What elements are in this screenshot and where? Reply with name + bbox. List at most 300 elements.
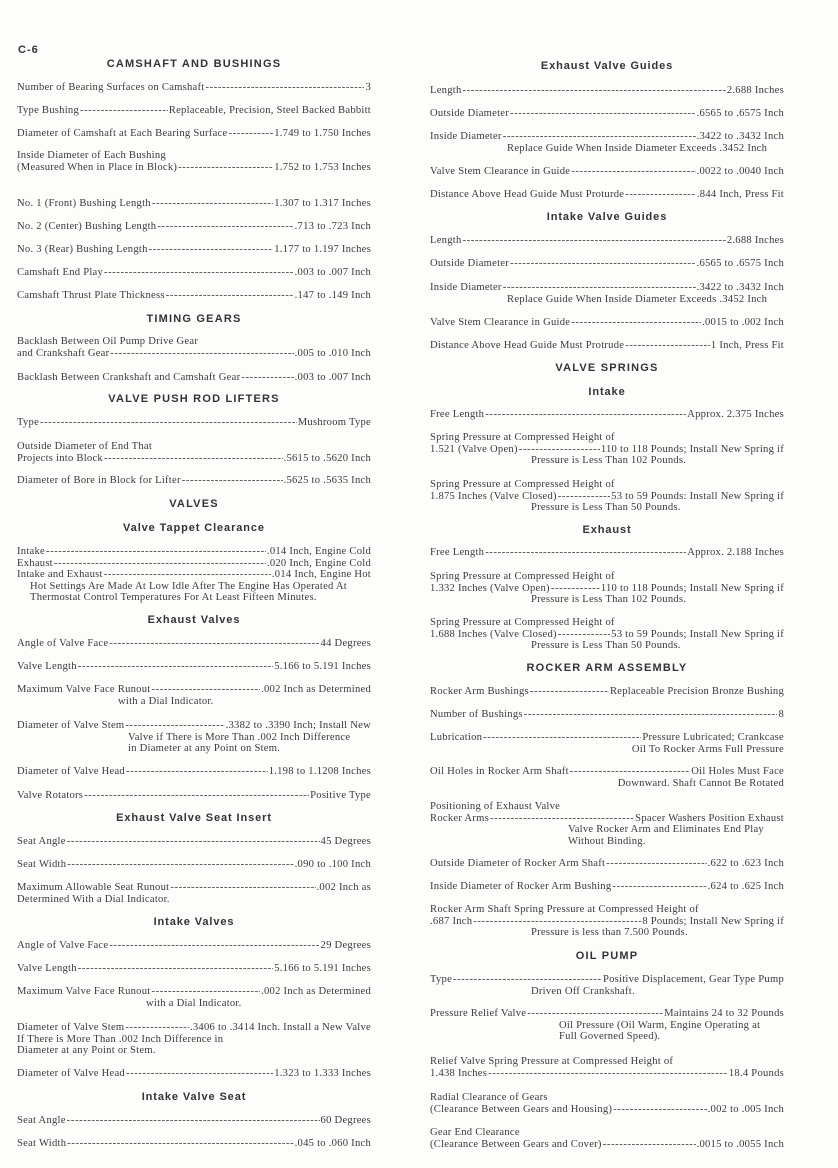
leader-dashes: [104, 453, 283, 465]
spec-value-continued: Replace Guide When Inside Diameter Exceeds .3452 Inch: [507, 142, 768, 154]
spec-label: No. 2 (Center) Bushing Length: [17, 221, 157, 233]
spec-label-line: Outside Diameter of End That: [17, 441, 153, 453]
spec-item: [17, 569, 371, 604]
spec-value: Replaceable Precision Bronze Bushing: [609, 686, 784, 698]
spec-item: [17, 986, 371, 1009]
spec-row: [430, 491, 784, 503]
spec-value: .6565 to .6575 Inch: [696, 258, 784, 270]
leader-dashes: [571, 317, 701, 329]
spec-label: Backlash Between Crankshaft and Camshaft Gear: [17, 372, 241, 384]
spec-row: [430, 444, 784, 456]
spec-label: (Measured When in Place in Block): [17, 161, 178, 173]
spec-value: .5615 to .5620 Inch: [283, 452, 371, 464]
leader-dashes: [46, 546, 266, 558]
section-heading: [17, 615, 371, 627]
spec-item: [430, 801, 784, 847]
spec-row: [430, 1068, 784, 1080]
leader-dashes: [503, 131, 696, 143]
page-number: C-6: [18, 44, 39, 56]
spec-value: Replaceable, Precision, Steel Backed Babbitt: [168, 105, 371, 117]
spec-label: Maximum Valve Face Runout: [17, 684, 151, 696]
spec-label: Outside Diameter: [430, 108, 510, 120]
spec-item: [17, 372, 371, 384]
spec-row: [17, 963, 371, 975]
spec-item: [17, 963, 371, 975]
spec-value: .003 to .007 Inch: [294, 372, 371, 384]
leader-dashes: [67, 1115, 320, 1127]
spec-label: Pressure Relief Valve: [430, 1008, 527, 1020]
spec-label: 1.332 Inches (Valve Open): [430, 582, 550, 594]
leader-dashes: [571, 166, 695, 178]
spec-item: [17, 684, 371, 707]
spec-value: Oil Holes Must Face: [691, 766, 784, 778]
spec-value: 3: [365, 82, 371, 94]
leader-dashes: [67, 836, 320, 848]
leader-dashes: [166, 290, 294, 302]
leader-dashes: [453, 974, 602, 986]
spec-label: Seat Angle: [17, 836, 66, 848]
spec-label: .687 Inch: [430, 915, 473, 927]
leader-dashes: [519, 444, 600, 456]
spec-label-line: Inside Diameter of Each Bushing: [17, 150, 166, 162]
leader-dashes: [110, 348, 293, 360]
spec-value-continued: Driven Off Crankshaft.: [531, 985, 635, 997]
leader-dashes: [625, 189, 696, 201]
section-title: TIMING GEARS: [146, 313, 242, 326]
section-title: ROCKER ARM ASSEMBLY: [526, 662, 688, 675]
leader-dashes: [40, 417, 297, 429]
spec-value-continued: Without Binding.: [568, 835, 646, 847]
spec-label: Inside Diameter: [430, 131, 502, 143]
spec-label: Inside Diameter of Rocker Arm Bushing: [430, 881, 612, 893]
spec-item: [17, 290, 371, 302]
leader-dashes: [78, 963, 273, 975]
spec-item: [17, 940, 371, 952]
leader-dashes: [151, 684, 260, 696]
spec-item: [17, 638, 371, 650]
spec-row: [17, 198, 371, 210]
spec-row: [430, 131, 784, 143]
spec-value: 2.688 Inches: [726, 235, 784, 247]
spec-value: 1.198 to 1.1208 Inches: [268, 766, 371, 778]
leader-dashes: [625, 340, 710, 352]
spec-item: [430, 409, 784, 421]
spec-item: [17, 1115, 371, 1127]
spec-value: .6565 to .6575 Inch: [696, 108, 784, 120]
leader-dashes: [612, 881, 706, 893]
spec-label: Distance Above Head Guide Must Proturde: [430, 189, 625, 201]
spec-label-line: Spring Pressure at Compressed Height of: [430, 432, 615, 444]
leader-dashes: [241, 372, 293, 384]
spec-item: [17, 82, 371, 94]
spec-row: [17, 453, 371, 465]
spec-item: [430, 432, 784, 467]
spec-row: [430, 916, 784, 928]
spec-row: [17, 417, 371, 429]
spec-item: [430, 108, 784, 120]
spec-row: [17, 546, 371, 558]
spec-row: [430, 409, 784, 421]
section-heading: [430, 363, 784, 375]
spec-row: [430, 766, 784, 778]
spec-item: [430, 85, 784, 97]
spec-row: [17, 1138, 371, 1150]
spec-row: [17, 882, 371, 894]
leader-dashes: [149, 244, 274, 256]
spec-label-line: Spring Pressure at Compressed Height of: [430, 617, 615, 629]
spec-label-line: Backlash Between Oil Pump Drive Gear: [17, 336, 199, 348]
spec-value: Maintains 24 to 32 Pounds: [664, 1008, 784, 1020]
leader-dashes: [228, 128, 273, 140]
spec-row: [430, 1008, 784, 1020]
section-title: OIL PUMP: [575, 950, 639, 963]
section-heading: [17, 59, 371, 71]
spec-value-continued: Hot Settings Are Made At Low Idle After The Engine Has Operated At: [30, 580, 347, 592]
spec-label: (Clearance Between Gears and Housing): [430, 1103, 613, 1115]
spec-label-line: Spring Pressure at Compressed Height of: [430, 571, 615, 583]
spec-value: .003 to .007 Inch: [294, 267, 371, 279]
section-title: VALVE SPRINGS: [555, 362, 659, 375]
spec-row: [430, 858, 784, 870]
subsection-title: Valve Tappet Clearance: [123, 522, 265, 535]
spec-item: [430, 1092, 784, 1115]
spec-label: Distance Above Head Guide Must Protrude: [430, 340, 625, 352]
spec-value: 45 Degrees: [320, 836, 371, 848]
spec-item: [17, 1138, 371, 1150]
spec-row: [430, 629, 784, 641]
spec-label: Rocker Arms: [430, 812, 489, 824]
leader-dashes: [67, 859, 293, 871]
spec-row: [17, 986, 371, 998]
spec-value-continued: Valve Rocker Arm and Eliminates End Play: [568, 824, 764, 836]
spec-item: [430, 1008, 784, 1043]
spec-row: [17, 244, 371, 256]
spec-row: [430, 282, 784, 294]
section-heading: [17, 394, 371, 406]
spec-row: [17, 128, 371, 140]
spec-label: Valve Rotators: [17, 790, 84, 802]
spec-value: 110 to 118 Pounds; Install New Spring if: [600, 582, 784, 594]
spec-row: [17, 684, 371, 696]
spec-value: .0015 to .0055 Inch: [696, 1138, 784, 1150]
section-title: VALVES: [169, 498, 219, 511]
spec-value-continued: Thermostat Control Temperatures For At Least Fifteen Minutes.: [30, 592, 317, 604]
spec-label: Valve Length: [17, 661, 77, 673]
spec-row: [17, 290, 371, 302]
spec-value: 1.307 to 1.317 Inches: [274, 198, 371, 210]
spec-value: 53 to 59 Pounds: Install New Spring if: [611, 490, 784, 502]
spec-row: [430, 974, 784, 986]
spec-label: Maximum Valve Face Runout: [17, 986, 151, 998]
spec-label: Lubrication: [430, 732, 483, 744]
spec-label: No. 3 (Rear) Bushing Length: [17, 244, 148, 256]
spec-item: [17, 221, 371, 233]
spec-value-continued: Pressure is Less Than 102 Pounds.: [531, 594, 687, 606]
leader-dashes: [126, 1068, 273, 1080]
subsection-title: Exhaust Valve Guides: [540, 60, 674, 73]
spec-row: [17, 475, 371, 487]
spec-label: Angle of Valve Face: [17, 940, 109, 952]
section-heading: [430, 387, 784, 399]
spec-value: 1.323 to 1.333 Inches: [274, 1068, 371, 1080]
spec-value: .622 to .623 Inch: [707, 858, 784, 870]
section-heading: [430, 663, 784, 675]
spec-item: [430, 479, 784, 514]
spec-value: .090 to .100 Inch: [294, 859, 371, 871]
spec-row: [430, 340, 784, 352]
spec-label: Outside Diameter of Rocker Arm Shaft: [430, 858, 606, 870]
spec-item: [430, 617, 784, 652]
leader-dashes: [570, 766, 690, 778]
leader-dashes: [152, 198, 273, 210]
spec-value-continued: Diameter at any Point or Stem.: [17, 1045, 156, 1057]
spec-item: [17, 441, 371, 464]
spec-label-line: Gear End Clearance: [430, 1127, 520, 1139]
spec-item: [430, 1056, 784, 1079]
leader-dashes: [527, 1008, 663, 1020]
spec-item: [430, 709, 784, 721]
spec-row: [430, 108, 784, 120]
section-heading: [17, 499, 371, 511]
section-heading: [430, 951, 784, 963]
spec-value: .844 Inch, Press Fit: [696, 189, 784, 201]
spec-value: .3422 to .3432 Inch: [696, 282, 784, 294]
spec-row: [17, 162, 371, 174]
leader-dashes: [463, 235, 726, 247]
spec-value: 60 Degrees: [320, 1115, 371, 1127]
spec-item: [430, 974, 784, 997]
leader-dashes: [80, 105, 168, 117]
spec-value-continued: with a Dial Indicator.: [118, 695, 214, 707]
spec-item: [17, 244, 371, 256]
spec-value-continued: Pressure is Less Than 50 Pounds.: [531, 640, 681, 652]
spec-row: [430, 732, 784, 744]
spec-item: [17, 1068, 371, 1080]
spec-item: [430, 904, 784, 939]
spec-item: [430, 258, 784, 270]
section-heading: [17, 314, 371, 326]
subsection-title: Exhaust Valve Seat Insert: [116, 812, 272, 825]
section-heading: [430, 61, 784, 73]
spec-label: (Clearance Between Gears and Cover): [430, 1138, 602, 1150]
leader-dashes: [510, 108, 696, 120]
spec-item: [430, 571, 784, 606]
leader-dashes: [510, 258, 696, 270]
spec-item: [430, 732, 784, 755]
spec-item: [430, 1127, 784, 1150]
spec-label: Diameter of Valve Head: [17, 1068, 125, 1080]
leader-dashes: [473, 916, 641, 928]
spec-item: [17, 417, 371, 429]
subsection-title: Exhaust: [582, 524, 632, 537]
spec-value-continued: Pressure is less than 7.500 Pounds.: [531, 927, 688, 939]
spec-row: [430, 813, 784, 825]
section-heading: [17, 813, 371, 825]
spec-value: 18.4 Pounds: [728, 1067, 784, 1079]
spec-value: Spacer Washers Position Exhaust: [635, 812, 784, 824]
spec-item: [430, 766, 784, 789]
spec-value: 5.166 to 5.191 Inches: [274, 661, 371, 673]
spec-row: [430, 189, 784, 201]
leader-dashes: [170, 882, 315, 894]
spec-value: Positive Type: [310, 790, 371, 802]
leader-dashes: [205, 82, 364, 94]
leader-dashes: [503, 282, 696, 294]
leader-dashes: [606, 858, 706, 870]
spec-value-continued: Oil Pressure (Oil Warm, Engine Operating at: [559, 1019, 761, 1031]
spec-value: .5625 to .5635 Inch: [283, 475, 371, 487]
leader-dashes: [483, 732, 641, 744]
spec-label-line: Rocker Arm Shaft Spring Pressure at Compressed Height of: [430, 904, 699, 916]
spec-value: 8 Pounds; Install New Spring if: [642, 915, 784, 927]
leader-dashes: [485, 409, 686, 421]
spec-row: [430, 686, 784, 698]
spec-value: 1.749 to 1.750 Inches: [274, 128, 371, 140]
leader-dashes: [84, 790, 309, 802]
spec-item: [17, 150, 371, 173]
spec-value: .014 Inch, Engine Hot: [271, 569, 371, 581]
spec-label: Rocker Arm Bushings: [430, 686, 529, 698]
leader-dashes: [530, 686, 609, 698]
spec-label: No. 1 (Front) Bushing Length: [17, 198, 151, 210]
spec-value: .002 Inch as Determined: [261, 986, 371, 998]
spec-value: .005 to .010 Inch: [294, 347, 371, 359]
spec-item: [17, 859, 371, 871]
leader-dashes: [558, 629, 610, 641]
leader-dashes: [490, 813, 634, 825]
spec-value: 1.752 to 1.753 Inches: [274, 161, 371, 173]
spec-label: Type: [17, 417, 40, 429]
spec-label: Number of Bushings: [430, 709, 523, 721]
spec-value: .002 Inch as Determined: [261, 684, 371, 696]
spec-item: [17, 836, 371, 848]
spec-label: 1.438 Inches: [430, 1067, 488, 1079]
spec-item: [430, 166, 784, 178]
spec-row: [17, 372, 371, 384]
spec-item: [17, 720, 371, 755]
spec-value: Approx. 2.188 Inches: [687, 547, 784, 559]
spec-label: Camshaft End Play: [17, 267, 104, 279]
spec-row: [17, 267, 371, 279]
spec-label: Projects into Block: [17, 452, 103, 464]
spec-value: .713 to .723 Inch: [294, 221, 371, 233]
spec-item: [430, 189, 784, 201]
spec-label: 1.875 Inches (Valve Closed): [430, 490, 557, 502]
spec-label: Number of Bearing Surfaces on Camshaft: [17, 82, 205, 94]
spec-row: [17, 661, 371, 673]
spec-label: Type: [430, 974, 453, 986]
spec-item: [17, 198, 371, 210]
spec-item: [430, 858, 784, 870]
spec-label: 1.688 Inches (Valve Closed): [430, 628, 557, 640]
spec-value-continued: Pressure is Less Than 50 Pounds.: [531, 502, 681, 514]
spec-item: [430, 686, 784, 698]
spec-value: .3382 to .3390 Inch; Install New: [225, 720, 371, 732]
spec-row: [430, 235, 784, 247]
leader-dashes: [613, 1104, 706, 1116]
spec-label: Free Length: [430, 547, 485, 559]
spec-row: [17, 766, 371, 778]
subsection-title: Intake Valves: [153, 916, 235, 929]
spec-value-continued: in Diameter at any Point on Stem.: [128, 743, 281, 755]
spec-label: Exhaust: [17, 558, 53, 570]
spec-value: 1 Inch, Press Fit: [710, 340, 784, 352]
spec-row: [430, 709, 784, 721]
spec-item: [430, 235, 784, 247]
spec-label: Maximum Allowable Seat Runout: [17, 882, 170, 894]
spec-value-continued: Full Governed Speed).: [559, 1031, 661, 1043]
spec-item: [430, 547, 784, 559]
spec-value-continued: Downward. Shaft Cannot Be Rotated: [617, 777, 784, 789]
section-heading: [17, 523, 371, 535]
leader-dashes: [485, 547, 686, 559]
spec-label: Inside Diameter: [430, 282, 502, 294]
spec-row: [17, 82, 371, 94]
spec-row: [17, 1022, 371, 1034]
spec-value: 44 Degrees: [320, 638, 371, 650]
leader-dashes: [551, 583, 600, 595]
spec-value-continued: If There is More Than .002 Inch Difference in: [17, 1033, 224, 1045]
spec-row: [430, 547, 784, 559]
leader-dashes: [463, 85, 726, 97]
spec-label-line: Relief Valve Spring Pressure at Compressed Height of: [430, 1056, 674, 1068]
spec-item: [17, 267, 371, 279]
leader-dashes: [488, 1068, 728, 1080]
subsection-title: Intake Valve Guides: [546, 211, 668, 224]
spec-value: .624 to .625 Inch: [707, 881, 784, 893]
leader-dashes: [67, 1138, 293, 1150]
spec-label: Camshaft Thrust Plate Thickness: [17, 290, 165, 302]
spec-item: [17, 105, 371, 117]
spec-row: [17, 1068, 371, 1080]
leader-dashes: [524, 709, 778, 721]
subsection-title: Intake Valve Seat: [141, 1091, 247, 1104]
spec-label-line: Radial Clearance of Gears: [430, 1092, 548, 1104]
subsection-title: Intake: [588, 386, 626, 399]
leader-dashes: [125, 1022, 189, 1034]
spec-value-continued: Oil To Rocker Arms Full Pressure: [631, 743, 784, 755]
spec-value: 8: [778, 709, 784, 721]
spec-row: [17, 221, 371, 233]
spec-row: [17, 348, 371, 360]
spec-label: Diameter of Bore in Block for Lifter: [17, 475, 181, 487]
spec-value: Approx. 2.375 Inches: [687, 409, 784, 421]
spec-row: [430, 583, 784, 595]
spec-row: [17, 569, 371, 581]
spec-label: Diameter of Valve Stem: [17, 1022, 125, 1034]
spec-value: .045 to .060 Inch: [294, 1138, 371, 1150]
spec-label: Outside Diameter: [430, 258, 510, 270]
spec-item: [17, 882, 371, 905]
spec-item: [17, 1022, 371, 1057]
spec-item: [17, 790, 371, 802]
leader-dashes: [109, 638, 319, 650]
spec-label: Length: [430, 85, 462, 97]
spec-label: Intake: [17, 546, 45, 558]
spec-value: .002 to .005 Inch: [707, 1103, 784, 1115]
spec-row: [17, 638, 371, 650]
spec-row: [430, 1104, 784, 1116]
leader-dashes: [104, 267, 294, 279]
spec-row: [430, 166, 784, 178]
spec-item: [430, 131, 784, 154]
spec-label: Oil Holes in Rocker Arm Shaft: [430, 766, 569, 778]
spec-label: Length: [430, 235, 462, 247]
spec-value: .020 Inch, Engine Cold: [266, 558, 371, 570]
spec-item: [430, 881, 784, 893]
subsection-title: Exhaust Valves: [147, 614, 241, 627]
section-title: CAMSHAFT AND BUSHINGS: [106, 58, 282, 71]
